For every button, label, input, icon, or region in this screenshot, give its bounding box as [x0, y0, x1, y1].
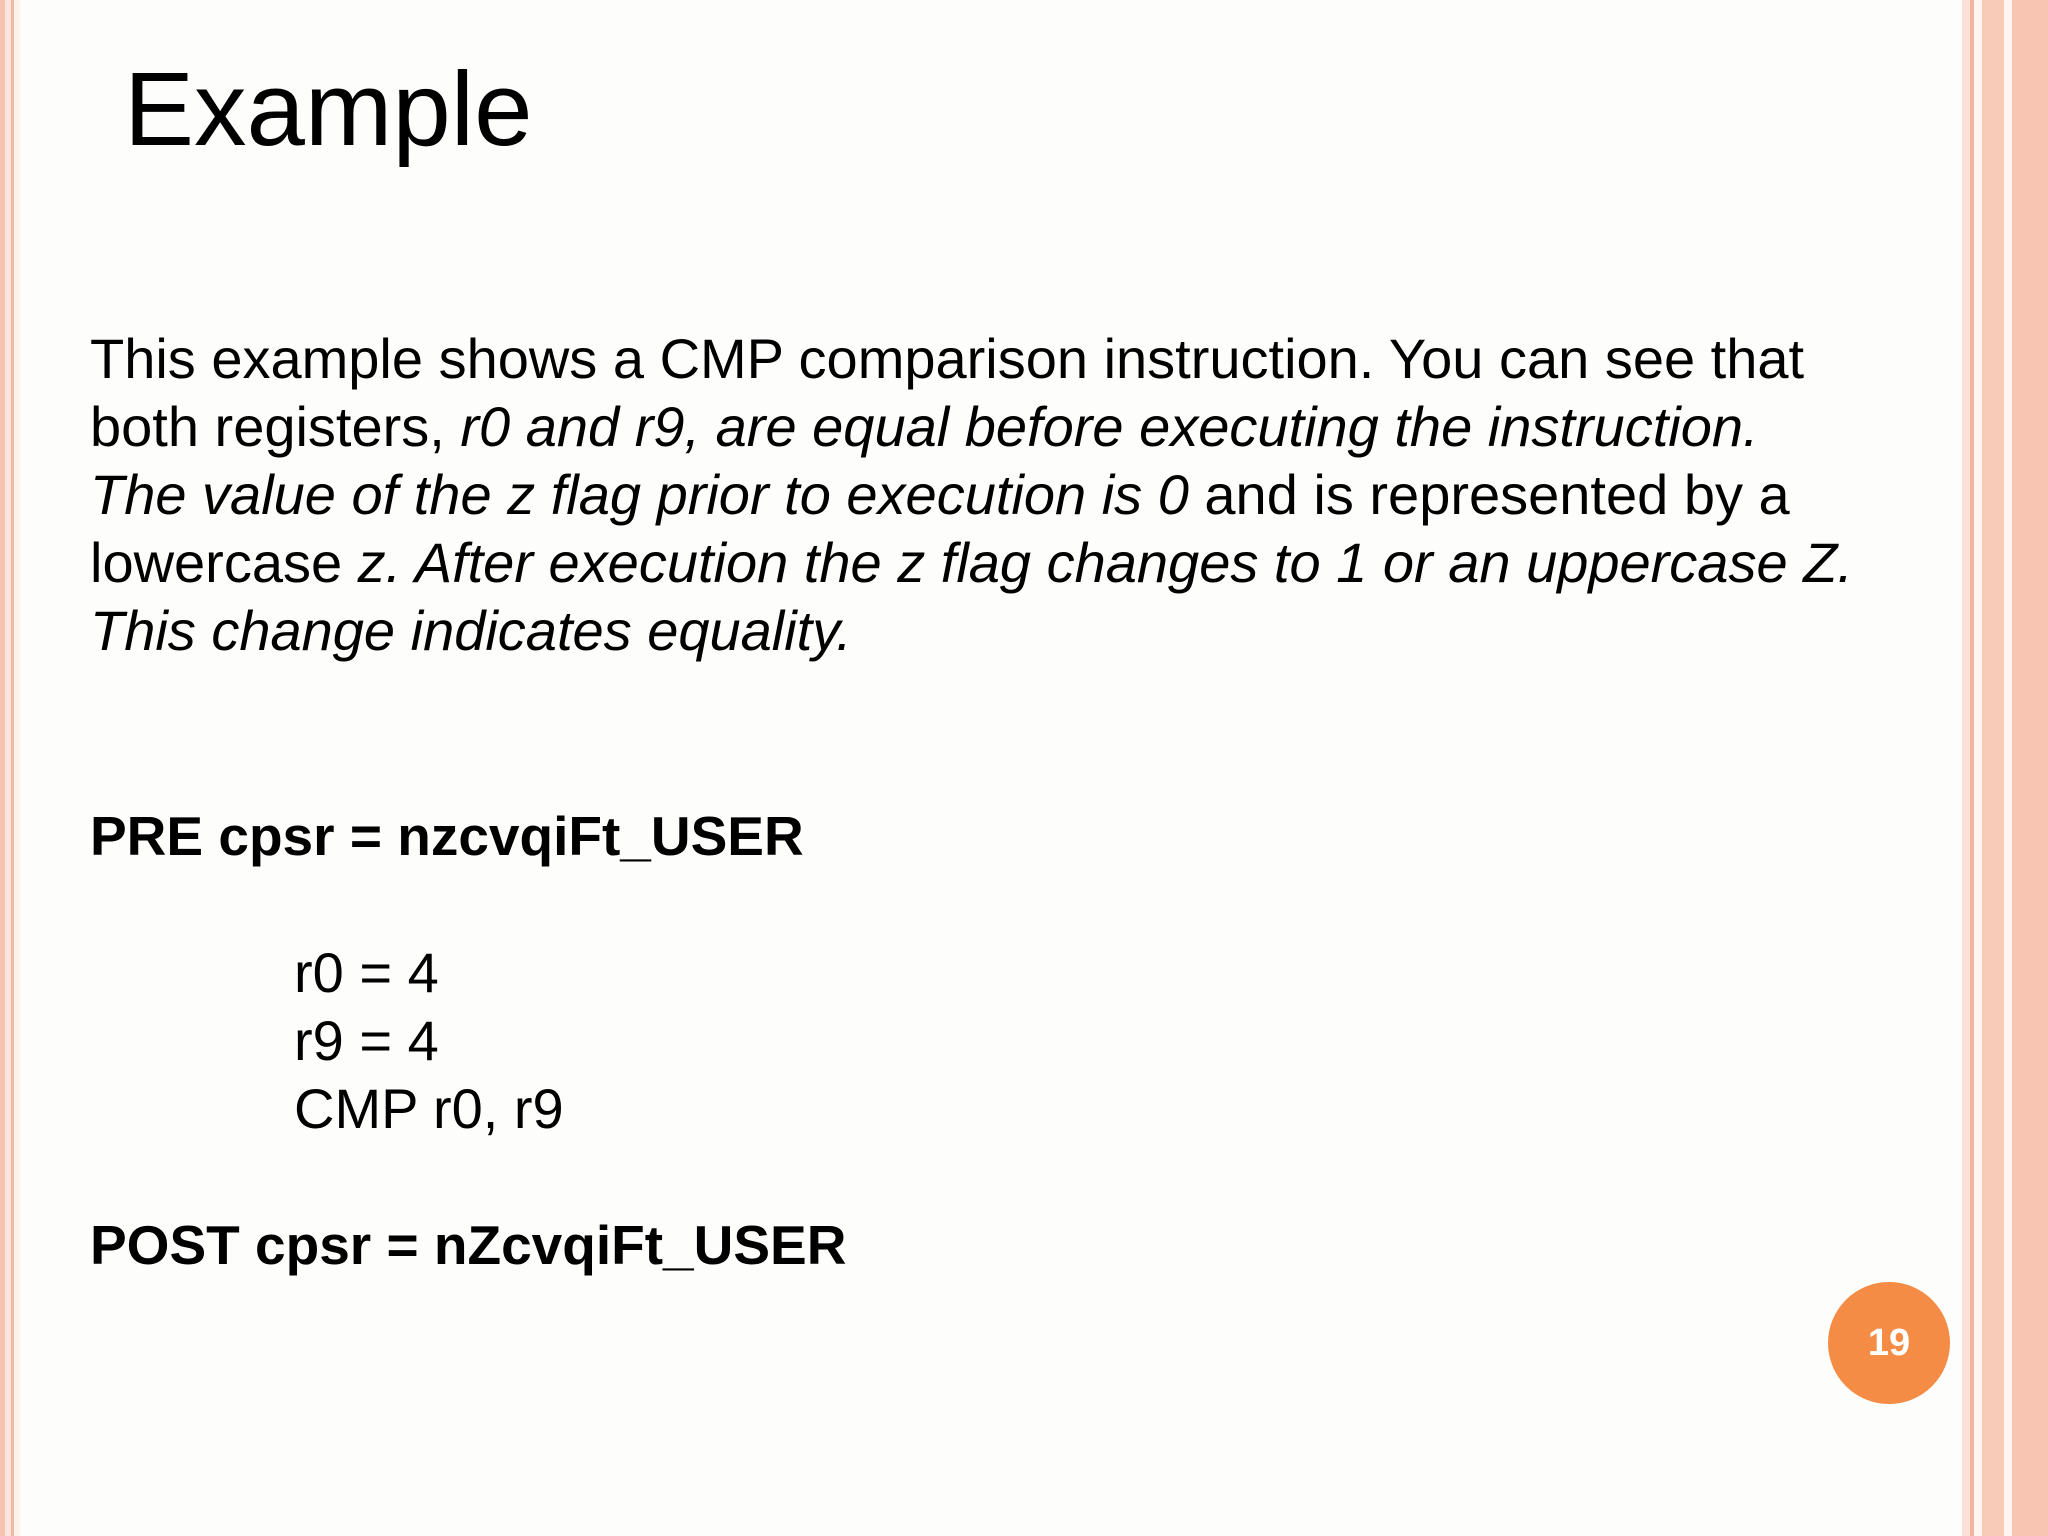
body-line-4-italic: z. After execution the z flag changes to 1 or an uppercase Z.	[357, 531, 1853, 594]
right-decorative-border	[1962, 0, 2048, 1536]
body-line-3-italic: The value of the z flag prior to execution is 0	[90, 463, 1189, 526]
code-block	[294, 939, 564, 1143]
code-line-2: r9 = 4	[294, 1009, 439, 1072]
body-line-3	[90, 461, 1920, 529]
body-line-4	[90, 529, 1920, 597]
slide-title: Example	[124, 51, 533, 168]
page-number: 19	[1867, 1321, 1911, 1364]
body-line-1: This example shows a CMP comparison instruction. You can see that	[90, 327, 1805, 390]
page-number-badge	[1828, 1282, 1950, 1404]
body-line-3-regular: and is represented by a	[1188, 463, 1790, 526]
body-line-2-italic: r0 and r9, are equal before executing the instruction.	[460, 395, 1759, 458]
post-cpsr-line: POST cpsr = nZcvqiFt_USER	[90, 1214, 847, 1276]
code-line-3: CMP r0, r9	[294, 1077, 564, 1140]
body-line-2	[90, 393, 1920, 461]
body-line-2-regular: both registers,	[90, 395, 461, 458]
pre-cpsr-line: PRE cpsr = nzcvqiFt_USER	[90, 805, 804, 867]
body-line-4-regular: lowercase	[90, 531, 358, 594]
slide-body-paragraph	[90, 325, 1920, 665]
body-line-5: This change indicates equality.	[90, 599, 852, 662]
code-line-1: r0 = 4	[294, 941, 439, 1004]
left-decorative-border	[0, 0, 20, 1536]
